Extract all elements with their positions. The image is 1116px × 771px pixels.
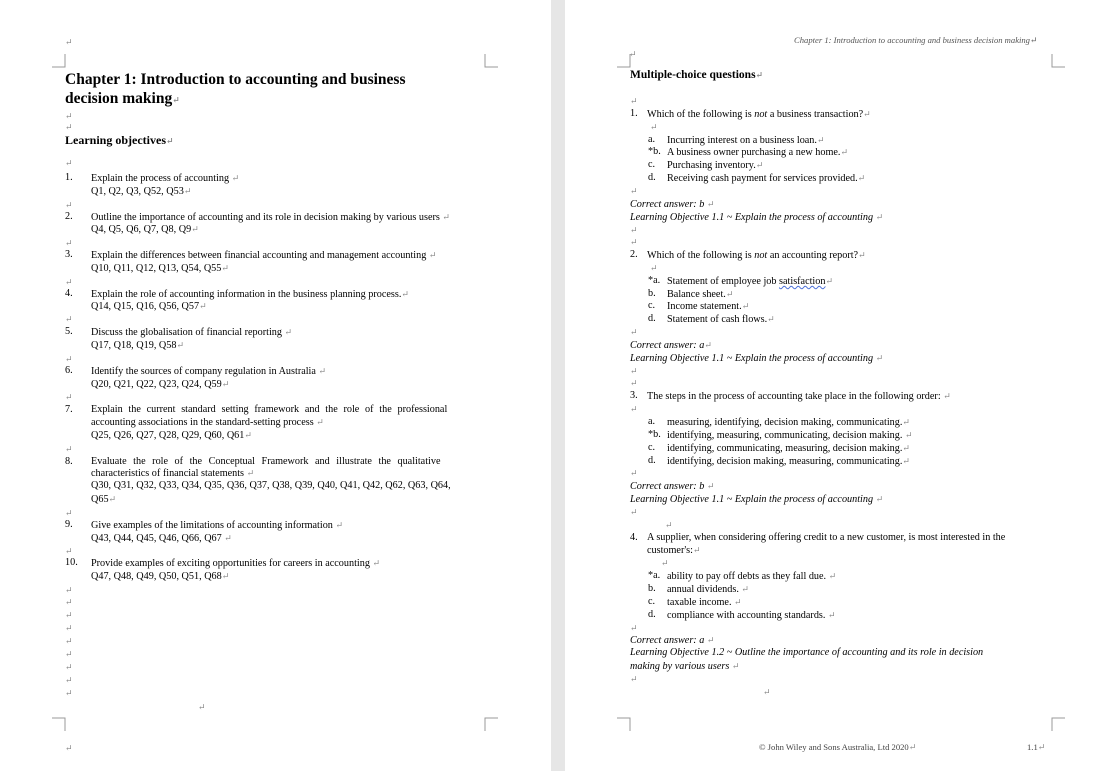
option-label: d.: [648, 172, 656, 183]
correct-answer[interactable]: Correct answer: b ↵: [630, 199, 715, 210]
option-label: a.: [648, 134, 656, 145]
paragraph-mark: ↵: [65, 546, 73, 556]
paragraph-mark: ↵: [65, 392, 73, 402]
option-label: b.: [648, 288, 656, 299]
option-text[interactable]: A business owner purchasing a new home.↵: [667, 147, 848, 158]
paragraph-mark: ↵: [661, 558, 669, 568]
paragraph-mark: ↵: [630, 468, 638, 478]
question-text[interactable]: Which of the following is not a business transaction?↵: [647, 109, 871, 120]
objective-text-cont[interactable]: accounting associations in the standard-setting process ↵: [91, 417, 324, 428]
question-text[interactable]: Which of the following is not an accounting report?↵: [647, 250, 866, 261]
objective-questions[interactable]: Q14, Q15, Q16, Q56, Q57↵: [91, 301, 207, 312]
paragraph-mark: ↵: [650, 263, 658, 273]
objective-questions[interactable]: Q43, Q44, Q45, Q46, Q66, Q67 ↵: [91, 533, 232, 544]
objective-questions[interactable]: Q17, Q18, Q19, Q58↵: [91, 340, 185, 351]
paragraph-mark: ↵: [65, 743, 73, 753]
option-text[interactable]: taxable income. ↵: [667, 597, 742, 608]
paragraph-mark: ↵: [65, 158, 73, 168]
crop-mark-bottom-right: [484, 717, 498, 731]
option-text[interactable]: measuring, identifying, decision making, communicating.↵: [667, 417, 910, 428]
learning-objective-ref[interactable]: Learning Objective 1.1 ~ Explain the process of accounting ↵: [630, 353, 884, 364]
question-number: 1.: [630, 108, 638, 119]
option-text[interactable]: Receiving cash payment for services provided.↵: [667, 173, 866, 184]
paragraph-mark: ↵: [65, 200, 73, 210]
paragraph-mark: ↵: [65, 238, 73, 248]
running-header[interactable]: Chapter 1: Introduction to accounting and business decision making↵: [794, 35, 1038, 45]
question-text[interactable]: A supplier, when considering offering credit to a new customer, is most interested in the: [647, 532, 1006, 543]
paragraph-mark: ↵: [65, 662, 73, 672]
objective-number: 7.: [65, 404, 73, 415]
option-text[interactable]: ability to pay off debts as they fall due. ↵: [667, 571, 837, 582]
objective-questions-cont[interactable]: Q65↵: [91, 494, 117, 505]
crop-mark-bottom-left: [617, 717, 631, 731]
paragraph-mark: ↵: [630, 623, 638, 633]
objective-questions[interactable]: Q1, Q2, Q3, Q52, Q53↵: [91, 186, 192, 197]
option-text[interactable]: Incurring interest on a business loan.↵: [667, 135, 825, 146]
paragraph-mark: ↵: [198, 702, 206, 712]
option-text[interactable]: Statement of employee job satisfaction↵: [667, 276, 833, 287]
learning-objective-ref-cont[interactable]: making by various users ↵: [630, 661, 740, 672]
option-text[interactable]: compliance with accounting standards. ↵: [667, 610, 836, 621]
option-label: c.: [648, 159, 656, 170]
paragraph-mark: ↵: [65, 585, 73, 595]
objective-text[interactable]: Outline the importance of accounting and its role in decision making by various users ↵: [91, 212, 450, 223]
option-text[interactable]: Income statement.↵: [667, 301, 750, 312]
option-label: *b.: [648, 146, 661, 157]
question-text[interactable]: The steps in the process of accounting take place in the following order: ↵: [647, 391, 951, 402]
learning-objectives-heading[interactable]: Learning objectives↵: [65, 133, 174, 147]
document-page-left: [0, 0, 551, 771]
option-text[interactable]: Purchasing inventory.↵: [667, 160, 764, 171]
objective-questions[interactable]: Q25, Q26, Q27, Q28, Q29, Q60, Q61↵: [91, 430, 252, 441]
paragraph-mark: ↵: [65, 508, 73, 518]
option-label: d.: [648, 455, 656, 466]
objective-text[interactable]: Identify the sources of company regulation in Australia ↵: [91, 366, 327, 377]
objective-text[interactable]: Evaluate the role of the Conceptual Framework and illustrate the qualitative: [91, 456, 441, 467]
objective-text[interactable]: Discuss the globalisation of financial reporting ↵: [91, 327, 293, 338]
crop-mark-top-right: [1051, 54, 1065, 68]
footer-copyright[interactable]: © John Wiley and Sons Australia, Ltd 2020↵: [759, 742, 917, 752]
paragraph-mark: ↵: [65, 354, 73, 364]
option-text[interactable]: Balance sheet.↵: [667, 289, 734, 300]
option-label: *a.: [648, 570, 661, 581]
page-number[interactable]: 1.1↵: [1027, 742, 1046, 752]
paragraph-mark: ↵: [665, 520, 673, 530]
paragraph-mark: ↵: [65, 636, 73, 646]
objective-questions[interactable]: Q47, Q48, Q49, Q50, Q51, Q68↵: [91, 571, 230, 582]
paragraph-mark: ↵: [65, 122, 73, 132]
paragraph-mark: ↵: [65, 610, 73, 620]
option-text[interactable]: annual dividends. ↵: [667, 584, 749, 595]
option-text[interactable]: Statement of cash flows.↵: [667, 314, 775, 325]
learning-objective-ref[interactable]: Learning Objective 1.1 ~ Explain the process of accounting ↵: [630, 212, 884, 223]
option-label: a.: [648, 416, 656, 427]
paragraph-mark: ↵: [630, 366, 638, 376]
paragraph-mark: ↵: [630, 96, 638, 106]
paragraph-mark: ↵: [630, 378, 638, 388]
objective-text-cont[interactable]: characteristics of financial statements ↵: [91, 468, 255, 479]
document-page-right: [565, 0, 1116, 771]
paragraph-mark: ↵: [65, 444, 73, 454]
option-label: d.: [648, 609, 656, 620]
objective-number: 3.: [65, 249, 73, 260]
learning-objective-ref[interactable]: Learning Objective 1.2 ~ Outline the importance of accounting and its role in decision: [630, 647, 984, 658]
question-number: 4.: [630, 532, 638, 543]
option-label: c.: [648, 300, 656, 311]
mcq-heading[interactable]: Multiple-choice questions↵: [630, 69, 764, 81]
crop-mark-top-right: [484, 54, 498, 68]
correct-answer[interactable]: Correct answer: b ↵: [630, 481, 715, 492]
objective-questions[interactable]: Q4, Q5, Q6, Q7, Q8, Q9↵: [91, 224, 199, 235]
paragraph-mark: ↵: [65, 597, 73, 607]
crop-mark-bottom-right: [1051, 717, 1065, 731]
option-label: c.: [648, 596, 656, 607]
paragraph-mark: ↵: [630, 674, 638, 684]
objective-number: 6.: [65, 365, 73, 376]
paragraph-mark: ↵: [65, 675, 73, 685]
chapter-title-line1[interactable]: Chapter 1: Introduction to accounting and business: [65, 71, 406, 88]
objective-text[interactable]: Explain the differences between financial accounting and management accounting ↵: [91, 250, 437, 261]
paragraph-mark: ↵: [763, 687, 771, 697]
objective-questions[interactable]: Q20, Q21, Q22, Q23, Q24, Q59↵: [91, 379, 230, 390]
paragraph-mark: ↵: [630, 404, 638, 414]
objective-text[interactable]: Explain the current standard setting framework and the role of the professional: [91, 404, 448, 415]
objective-number: 5.: [65, 326, 73, 337]
question-text-cont[interactable]: customer's:↵: [647, 545, 701, 556]
objective-number: 9.: [65, 519, 73, 530]
objective-text[interactable]: Provide examples of exciting opportunities for careers in accounting ↵: [91, 558, 381, 569]
paragraph-mark: ↵: [65, 688, 73, 698]
objective-questions[interactable]: Q30, Q31, Q32, Q33, Q34, Q35, Q36, Q37, Q38, Q39, Q40, Q41, Q42, Q62, Q63, Q64,: [91, 480, 451, 491]
objective-number: 8.: [65, 456, 73, 467]
option-text[interactable]: identifying, communicating, measuring, decision making.↵: [667, 443, 910, 454]
chapter-title-line2[interactable]: decision making↵: [65, 90, 180, 107]
paragraph-mark: ↵: [65, 277, 73, 287]
paragraph-mark: ↵: [65, 111, 73, 121]
paragraph-mark: ↵: [65, 37, 73, 47]
option-text[interactable]: identifying, decision making, measuring, communicating.↵: [667, 456, 910, 467]
option-label: d.: [648, 313, 656, 324]
objective-number: 2.: [65, 211, 73, 222]
paragraph-mark: ↵: [65, 623, 73, 633]
paragraph-mark: ↵: [630, 225, 638, 235]
objective-number: 4.: [65, 288, 73, 299]
objective-text[interactable]: Explain the role of accounting information in the business planning process.↵: [91, 289, 409, 300]
paragraph-mark: ↵: [65, 649, 73, 659]
objective-number: 10.: [65, 557, 78, 568]
objective-questions[interactable]: Q10, Q11, Q12, Q13, Q54, Q55↵: [91, 263, 229, 274]
option-text[interactable]: identifying, measuring, communicating, decision making. ↵: [667, 430, 913, 441]
correct-answer[interactable]: Correct answer: a↵: [630, 340, 712, 351]
option-label: c.: [648, 442, 656, 453]
objective-text[interactable]: Explain the process of accounting ↵: [91, 173, 240, 184]
option-label: *a.: [648, 275, 661, 286]
paragraph-mark: ↵: [630, 327, 638, 337]
correct-answer[interactable]: Correct answer: a ↵: [630, 635, 715, 646]
paragraph-mark: ↵: [650, 122, 658, 132]
paragraph-mark: ↵: [630, 186, 638, 196]
question-number: 2.: [630, 249, 638, 260]
crop-mark-bottom-left: [52, 717, 66, 731]
crop-mark-top-left: [52, 54, 66, 68]
paragraph-mark: ↵: [630, 237, 638, 247]
option-label: *b.: [648, 429, 661, 440]
paragraph-mark: ↵: [65, 314, 73, 324]
paragraph-mark: ↵: [629, 49, 637, 59]
paragraph-mark: ↵: [630, 507, 638, 517]
objective-number: 1.: [65, 172, 73, 183]
question-number: 3.: [630, 390, 638, 401]
objective-text[interactable]: Give examples of the limitations of accounting information ↵: [91, 520, 343, 531]
learning-objective-ref[interactable]: Learning Objective 1.1 ~ Explain the process of accounting ↵: [630, 494, 884, 505]
option-label: b.: [648, 583, 656, 594]
